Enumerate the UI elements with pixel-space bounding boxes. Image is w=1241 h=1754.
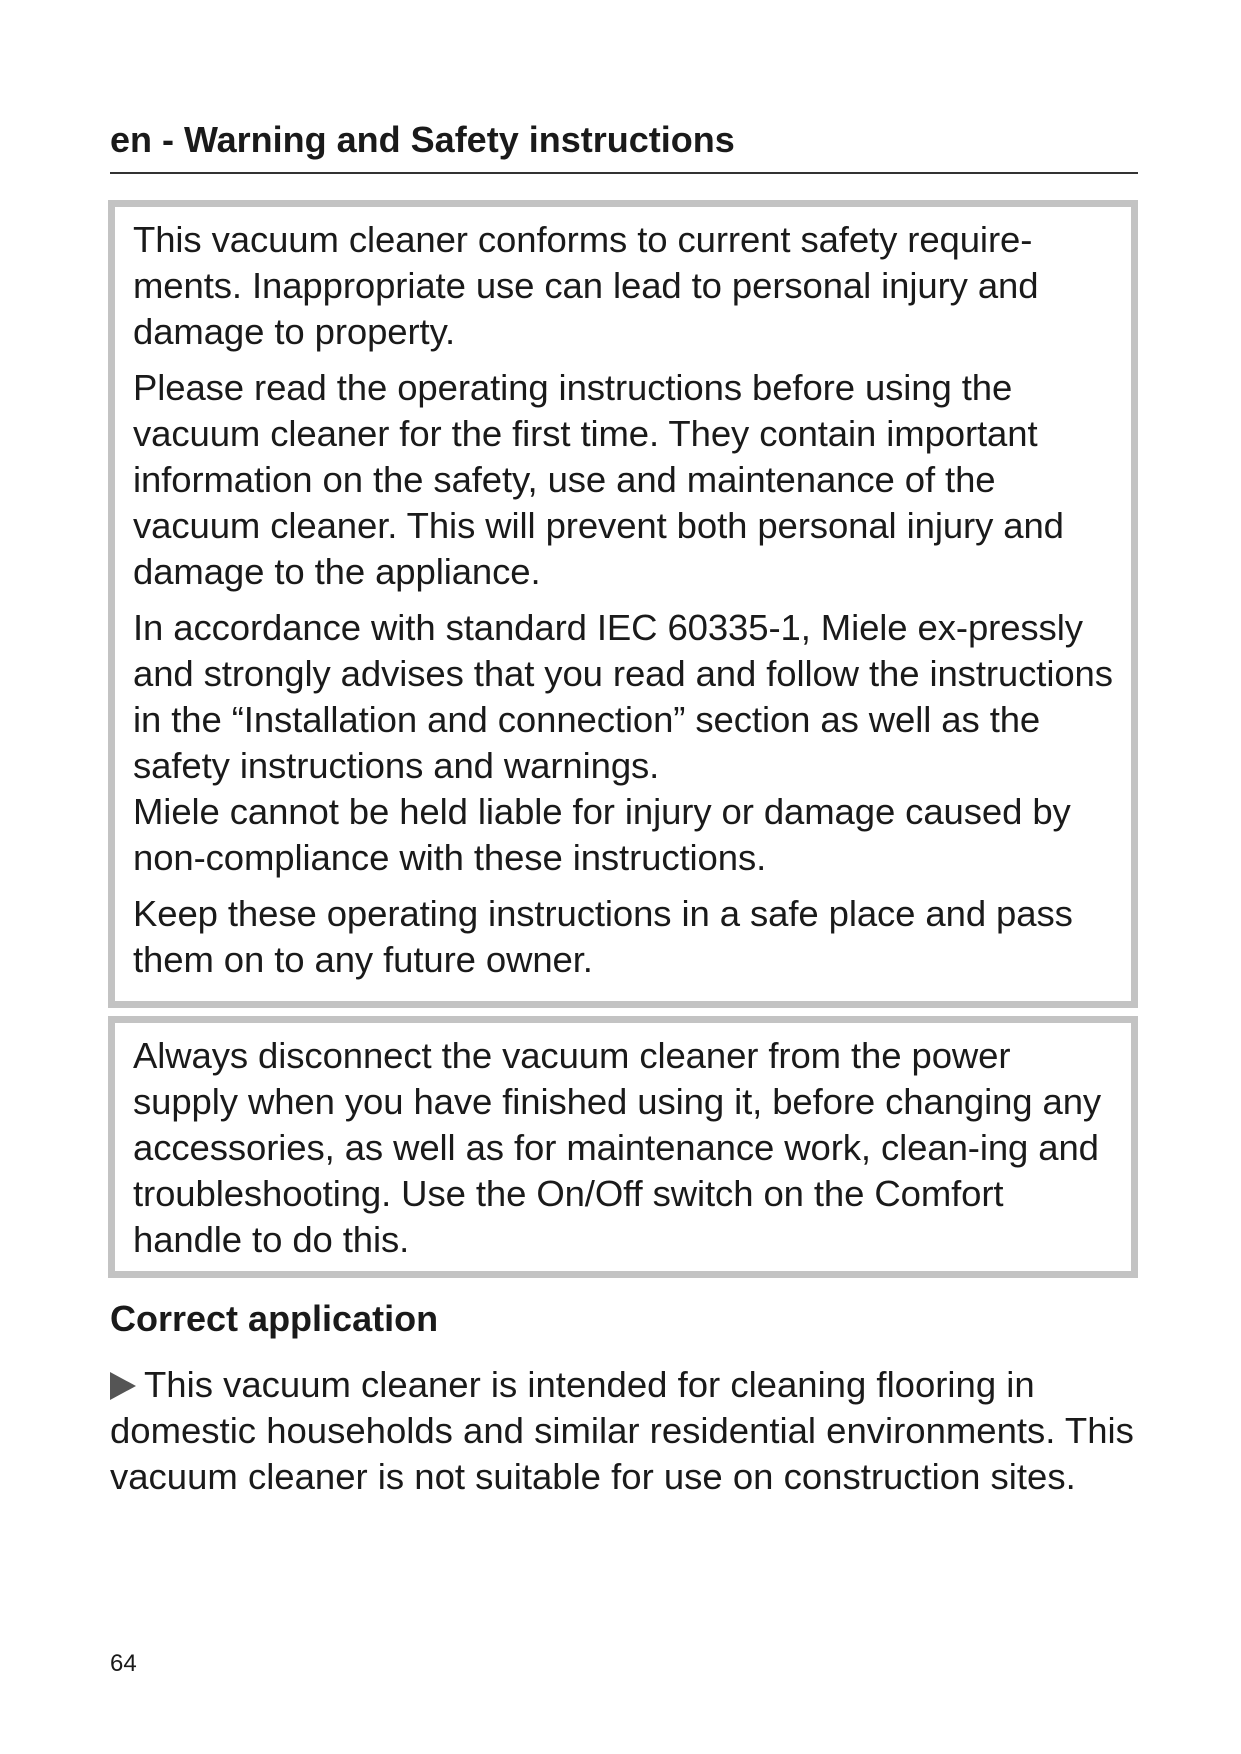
bullet-text: This vacuum cleaner is intended for cleaning flooring in domestic households and similar residential environments. This vacuum cleaner is not suitable for use on construction sites.	[110, 1364, 1134, 1497]
safety-paragraph: Keep these operating instructions in a safe place and pass them on to any future owner.	[133, 893, 1073, 980]
bullet-paragraph	[110, 1362, 1150, 1500]
page-number: 64	[110, 1650, 137, 1677]
safety-notice-box	[108, 200, 1138, 1008]
safety-paragraph: In accordance with standard IEC 60335-1, Miele ex-pressly and strongly advises that you read and follow the instructions in the “Installation and connection” section as well as the safety instructions and warnings.	[133, 607, 1113, 786]
safety-paragraph: Please read the operating instructions before using the vacuum cleaner for the first time. They contain important information on the safety, use and maintenance of the vacuum cleaner. This will prevent both personal injury and damage to the appliance.	[133, 367, 1064, 592]
disconnect-warning-box	[108, 1016, 1138, 1278]
section-heading: Correct application	[110, 1298, 439, 1339]
triangle-bullet-icon	[110, 1372, 136, 1400]
safety-paragraph: Miele cannot be held liable for injury or damage caused by non-compliance with these instructions.	[133, 791, 1071, 878]
disconnect-warning-text: Always disconnect the vacuum cleaner from the power supply when you have finished using it, before changing any accessories, as well as for maintenance work, clean-ing and troubleshooting. Use the On/Off switch on the Comfort handle to do this.	[133, 1035, 1102, 1260]
page-title: en - Warning and Safety instructions	[110, 118, 1138, 174]
safety-paragraph: This vacuum cleaner conforms to current safety require-ments. Inappropriate use can lead to personal injury and damage to property.	[133, 219, 1039, 352]
